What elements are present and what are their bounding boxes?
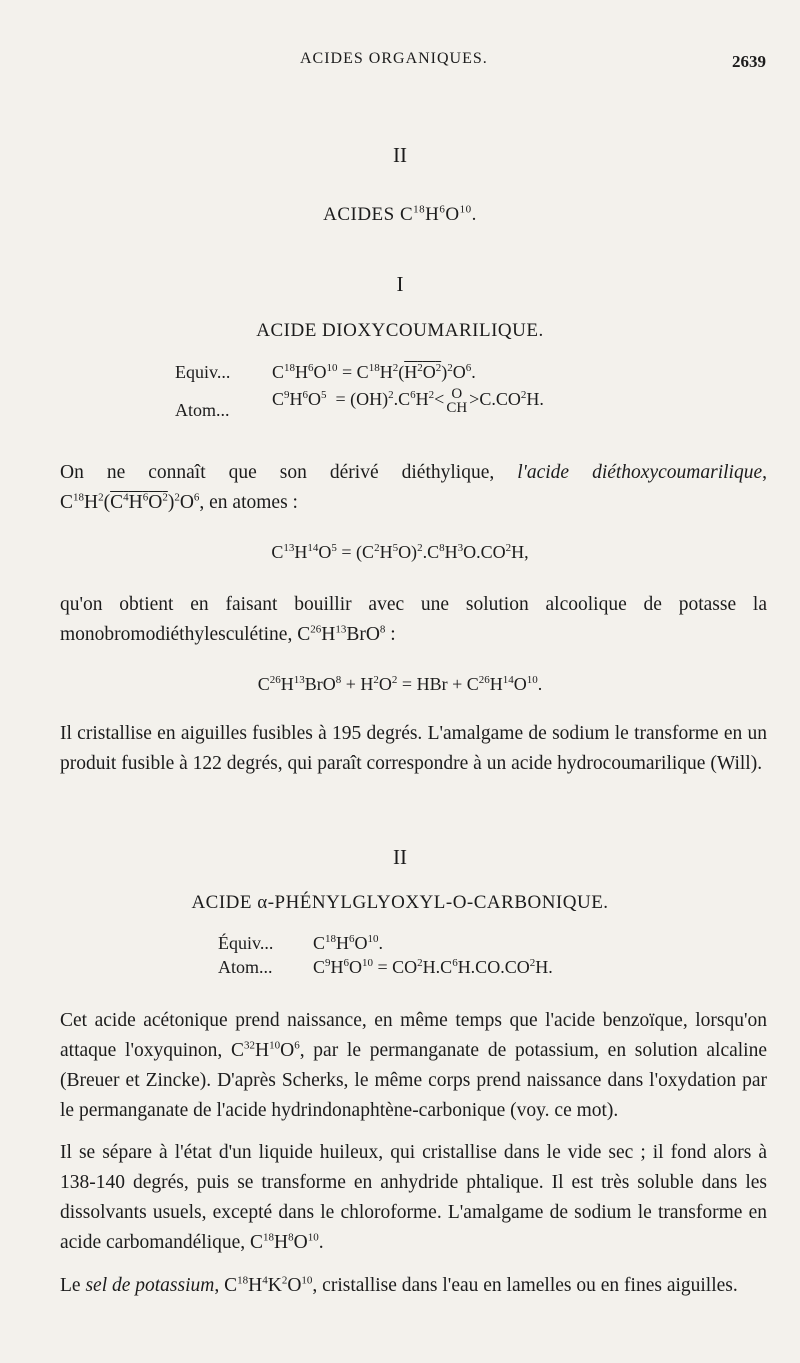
page-number: 2639 xyxy=(732,52,766,71)
paragraph: Il cristallise en aiguilles fusibles à 195 degrés. L'amalgame de sodium le transforme en un produit fusible à 122 degrés, qui paraît correspondre à un acide hydrocoumarilique (Will). xyxy=(60,723,767,774)
atom-formula: $C^9H^6O^5 = (OH)^2.C^6H^2< O$ CH $>C.CO^2H$. xyxy=(272,386,544,416)
atom-formula: $C^9H^6O^{10} = CO^2H.C^6H.CO.CO^2H$. xyxy=(313,957,553,977)
equiv-label: Équiv... xyxy=(218,933,274,953)
paragraph: qu'on obtient en faisant bouillir avec une solution alcoolique de potasse la monobromodiéthylesculétine, $C^{26}H^{13}BrO^8$ : xyxy=(60,594,767,645)
paragraph: Cet acide acétonique prend naissance, en même temps que l'acide benzoïque, lorsqu'on attaque l'oxyquinon, $C^{32}H^{10}O^6$, par le permanganate de potassium, en solution alcaline (Breuer et Zincke). D'après Scherks, le même corps prend naissance dans l'oxydation par le permanganate de l'acide hydrindonaphtène-carbonique (voy. ce mot). xyxy=(60,1010,767,1121)
subsection-1-title: ACIDE DIOXYCOUMARILIQUE. xyxy=(256,320,544,341)
formula-line: $C^{13}H^{14}O^5 = (C^2H^5O)^2.C^8H^3O.CO^2H$, xyxy=(271,542,529,562)
equiv-label: Equiv... xyxy=(175,362,231,382)
atom-label: Atom... xyxy=(175,400,230,420)
subsection-1-numeral: I xyxy=(396,272,404,296)
subsection-2-numeral: II xyxy=(393,845,407,869)
subsection-2-title: ACIDE α-PHÉNYLGLYOXYL-O-CARBONIQUE. xyxy=(191,892,609,913)
paragraph: Le sel de potassium, $C^{18}H^4K^2O^{10}$, cristallise dans l'eau en lamelles ou en fines aiguilles. xyxy=(60,1274,738,1296)
equiv-formula: $C^{18}H^6O^{10}$. xyxy=(313,933,384,953)
paragraph: Il se sépare à l'état d'un liquide huileux, qui cristallise dans le vide sec ; il fond alors à 138-140 degrés, puis se transforme en anhydride phtalique. Il est très soluble dans les dissolvants usuels, excepté dans le chloroforme. L'amalgame de sodium le transforme en acide carbomandélique, $C^{18}H^8O^{10}$. xyxy=(60,1142,767,1253)
paragraph: On ne connaît que son dérivé diéthylique, l'acide diéthoxycoumarilique, $C^{18}H^2(C^4H^6O^2)^2O^6$, en atomes : xyxy=(60,462,767,513)
equiv-formula: $C^{18}H^6O^{10} = C^{18}H^2(H^2O^2)^2O^6$. xyxy=(272,362,476,382)
section-numeral: II xyxy=(393,143,407,167)
running-header: ACIDES ORGANIQUES. xyxy=(300,50,488,67)
atom-label: Atom... xyxy=(218,957,273,977)
reaction-equation: $C^{26}H^{13}BrO^8 + H^2O^2$ = HBr + $C^{26}H^{14}O^{10}$. xyxy=(257,674,543,694)
section-title: ACIDES $C^{18}H^6O^{10}$. xyxy=(323,203,477,225)
